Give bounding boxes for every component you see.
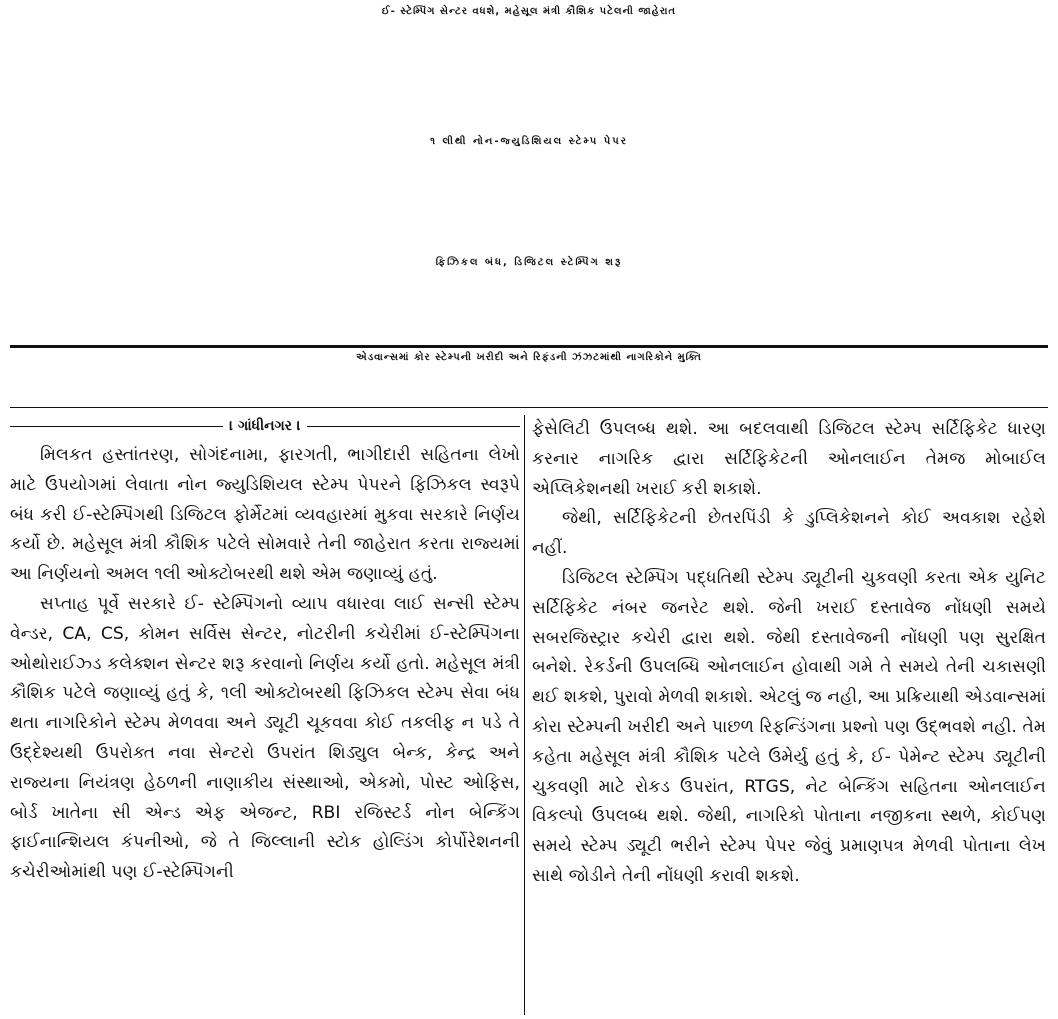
main-headline-line-1: ૧ લીથી નોન-જ્યુડિશિયલ સ્ટેમ્પ પેપર (430, 136, 628, 147)
article-column-right (532, 415, 1046, 892)
deck-rule-bottom (10, 407, 1048, 408)
kicker-headline: ઈ- સ્ટેમ્પિંગ સેન્ટર વધશે, મહેસૂલ મંત્રી કૌશિક પટેલની જાહેરાત (381, 6, 677, 17)
article-column-left (10, 415, 520, 888)
deck-subheadline: એડવાન્સમાં કોર સ્ટેમ્પની ખરીદી અને રિફંડની ઝંઝટમાંથી નાગરિકોને મુક્તિ (356, 352, 702, 363)
paragraph: જેથી, સર્ટિફિકેટની છેતરપિંડી કે ડુપ્લિકેશનને કોઈ અવકાશ રહેશે નહીં. (532, 508, 1046, 559)
paragraph: સપ્તાહ પૂર્વે સરકારે ઈ- સ્ટેમ્પિંગનો વ્યાપ વધારવા લાઈ સન્સી સ્ટેમ્પ વેન્ડર, CA, CS, કોમન સર્વિસ સેન્ટર, નોટરીની કચેરીમાં ઈ-સ્ટેમ્પિંગના ઓથોરાઈઝ્ડ કલેક્શન સેન્ટર શરૂ કરવાનો નિર્ણય કર્યો હતો. મહેસૂલ મંત્રી કૌશિક પટેલે જણાવ્યું હતું કે, ૧લી ઓક્ટોબરથી ફિઝિકલ સ્ટેમ્પ સેવા બંધ થતા નાગરિકોને સ્ટેમ્પ મેળવવા અને ડ્યૂટી ચૂકવવા કોઈ તકલીફ ન પડે તે ઉદ્દેશ્યથી ઉપરોક્ત નવા સેન્ટરો ઉપરાંત શિડ્યુલ બેન્ક, કેન્દ્ર અને રાજ્યના નિયંત્રણ હેઠળની નાણાકીય સંસ્થાઓ, એકમો, પોસ્ટ ઓફિસ, બોર્ડ ખાતેના સી એન્ડ એફ એજન્ટ, RBI રજિસ્ટર્ડ નોન બેન્કિંગ ફાઈનાન્શિયલ કંપનીઓ, જે તે જિલ્લાની સ્ટોક હોલ્ડિંગ કોર્પોરેશનની કચેરીઓમાંથી પણ ઈ-સ્ટેમ્પિંગની (10, 593, 520, 883)
column-divider (524, 415, 525, 1015)
paragraph: મિલકત હસ્તાંતરણ, સોગંદનામા, ફારગતી, ભાગીદારી સહિતના લેખો માટે ઉપયોગમાં લેવાતા નોન જ્યુડિશિયલ સ્ટેમ્પ પેપરને ફિઝિકલ સ્વરૂપે બંધ કરી ઈ-સ્ટેમ્પિંગથી ડિજિટલ ફોર્મેટમાં વ્યવહારમાં મુકવા સરકારે નિર્ણય કર્યો છે. મહેસૂલ મંત્રી કૌશિક પટેલે સોમવારે તેની જાહેરાત કરતા રાજ્યમાં આ નિર્ણયનો અમલ ૧લી ઓક્ટોબરથી થશે એમ જણાવ્યું હતું. (10, 445, 520, 585)
main-headline-line-2: ફિઝિકલ બંધ, ડિજિટલ સ્ટેમ્પિંગ શરૂ (435, 257, 623, 268)
paragraph: ડિજિટલ સ્ટેમ્પિંગ પદ્ધતિથી સ્ટેમ્પ ડ્યૂટીની ચુકવણી કરતા એક યુનિટ સર્ટિફિકેટ નંબર જનરેટ થશે. જેની ખરાઈ દસ્તાવેજ નોંધણી સમયે સબરજિસ્ટ્રાર કચેરી દ્વારા થશે. જેથી દસ્તાવેજની નોંધણી પણ સુરક્ષિત બનેશે. રેકર્ડની ઉપલબ્ધિ ઓનલાઈન હોવાથી ગમે તે સમયે તેની ચકાસણી થઈ શકશે, પુરાવો મેળવી શકાશે. એટલું જ નહી, આ પ્રક્રિયાથી એડવાન્સમાં કોરા સ્ટેમ્પની ખરીદી અને પાછળ રિફન્ડિંગના પ્રશ્નો પણ ઉદ્‌ભવશે નહી. તેમ કહેતા મહેસૂલ મંત્રી કૌશિક પટેલે ઉમેર્યુ હતું કે, ઈ- પેમેન્ટ સ્ટેમ્પ ડ્યૂટીની ચુકવણી માટે રોકડ ઉપરાંત, RTGS, નેટ બેન્કિંગ સહિતના ઓનલાઈન વિકલ્પો ઉપલબ્ધ થશે. જેથી, નાગરિકો પોતાના નજીકના સ્થળે, કોઈપણ સમયે સ્ટેમ્પ ડ્યૂટી ભરીને સ્ટેમ્પ પેપર જેવું પ્રમાણપત્ર મેળવી પોતાના લેખ સાથે જોડીને તેની નોંધણી કરાવી શકશે. (532, 567, 1046, 886)
deck-rule-top (10, 345, 1048, 348)
dateline-text: । ગાંધીનગર । (223, 418, 306, 434)
paragraph: ફેસેલિટી ઉપલબ્ધ થશે. આ બદલવાથી ડિજિટલ સ્ટેમ્પ સર્ટિફિકેટ ધારણ કરનાર નાગરિક દ્વારા સર્ટિફિકેટની ઓનલાઈન તેમજ મોબાઈલ એપ્લિકેશનથી ખરાઈ કરી શકાશે. (532, 419, 1046, 499)
dateline (10, 415, 520, 437)
